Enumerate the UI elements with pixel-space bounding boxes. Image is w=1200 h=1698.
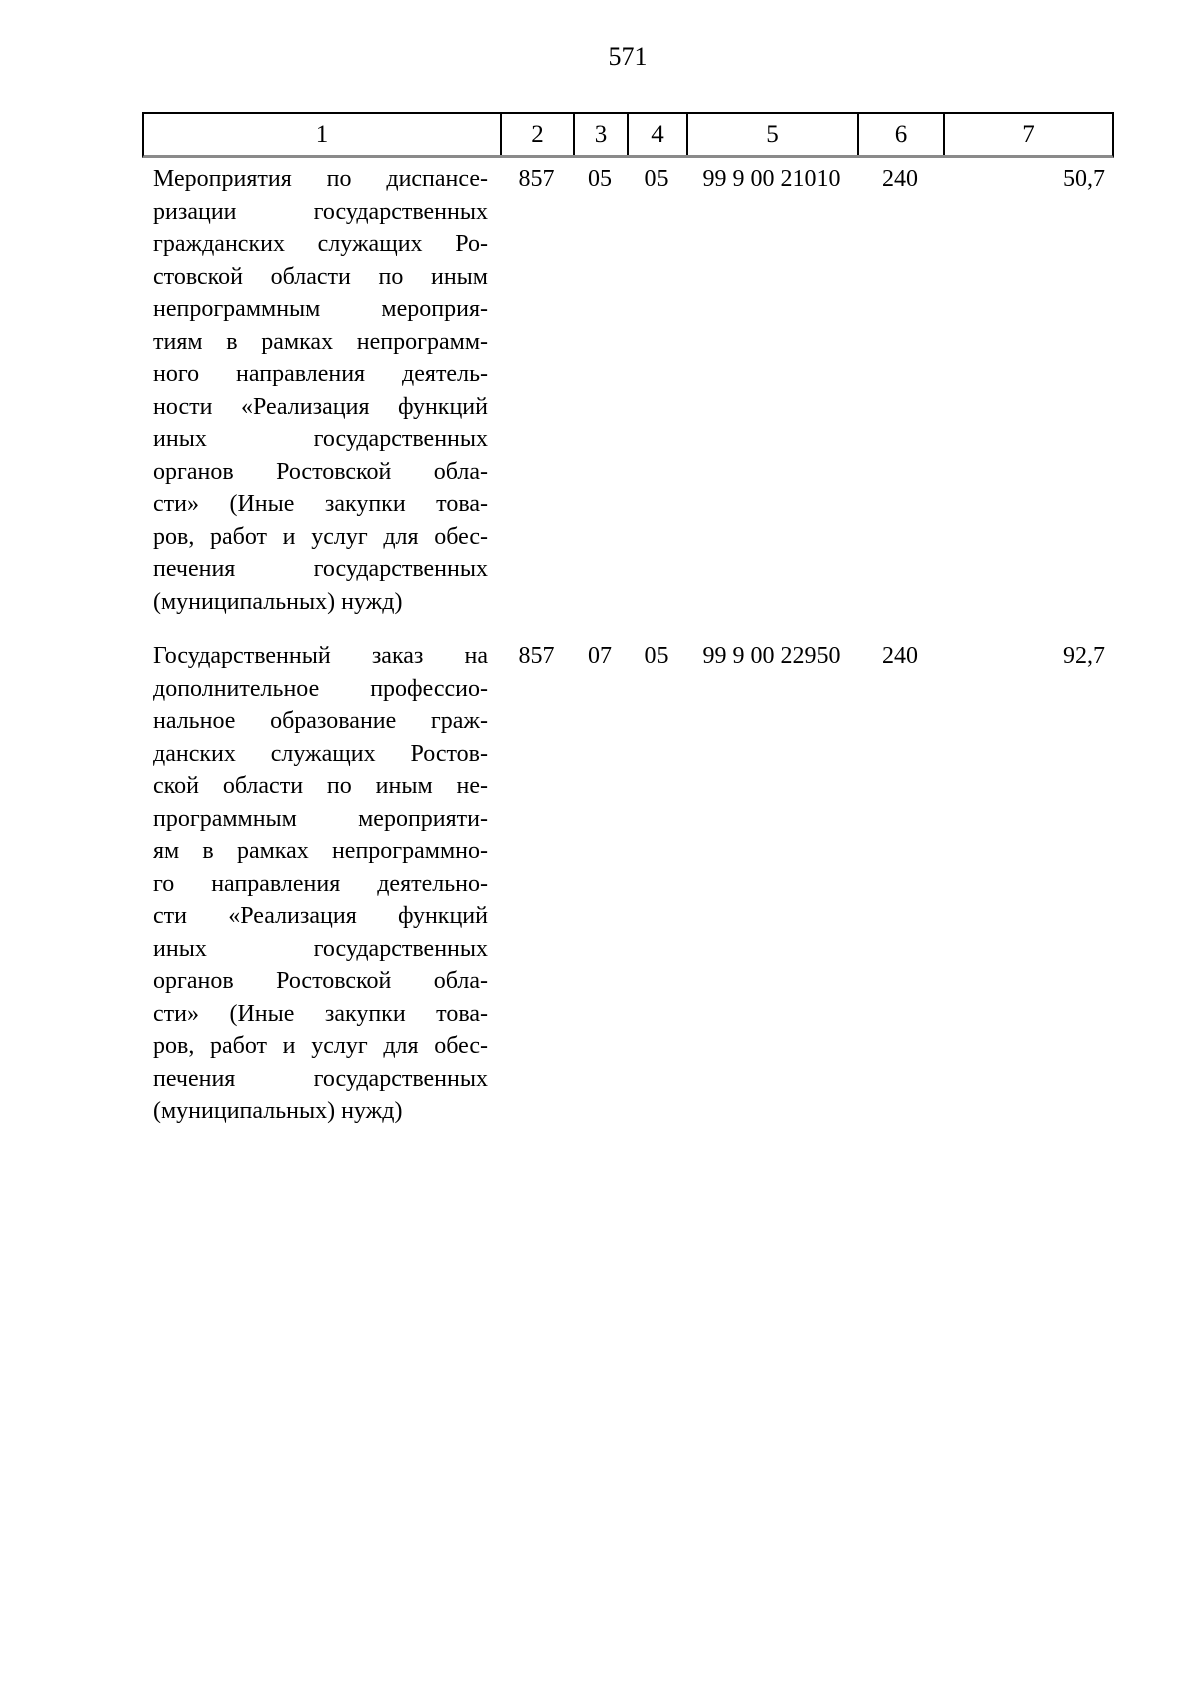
- cell-target-article-code: 99 9 00 21010: [702, 166, 841, 192]
- paragraph-line: ризации государственных: [153, 198, 488, 225]
- header-cell-1: 1: [144, 114, 502, 155]
- paragraph-line: непрограммным мероприя-: [153, 296, 488, 322]
- cell-target-article-code: 99 9 00 22950: [702, 643, 841, 669]
- cell-expense-type-code: 240: [882, 643, 918, 669]
- paragraph-line: сти» (Иные закупки това-: [153, 491, 488, 517]
- cell-grbs-code: 857: [518, 643, 555, 669]
- paragraph-line: гражданских служащих Ро-: [153, 231, 488, 257]
- table-row: [142, 640, 1114, 1128]
- paragraph-line: программным мероприяти-: [153, 805, 488, 832]
- paragraph-line: Мероприятия по диспансе-: [153, 166, 488, 192]
- paragraph-line: органов Ростовской обла-: [153, 968, 488, 994]
- paragraph-line: нальное образование граж-: [153, 708, 488, 734]
- header-cell-7: 7: [1022, 120, 1035, 148]
- paragraph-line: го направления деятельно-: [153, 870, 488, 897]
- cell-section-code: 05: [588, 166, 612, 192]
- table-row: [142, 158, 1114, 618]
- paragraph-line: сти» (Иные закупки това-: [153, 1000, 488, 1027]
- paragraph-line: (муниципальных) нужд): [153, 588, 403, 615]
- paragraph-line: иных государственных: [153, 935, 488, 962]
- paragraph-line: ров, работ и услуг для обес-: [153, 523, 488, 550]
- header-cell-4: 4: [629, 114, 688, 155]
- header-cell-6: 6: [859, 114, 945, 155]
- header-cell-2: 2: [502, 114, 575, 155]
- paragraph-line: ской области по иным не-: [153, 773, 488, 799]
- header-cell-3: 3: [575, 114, 629, 155]
- paragraph-line: (муниципальных) нужд): [153, 1098, 403, 1124]
- paragraph-line: ного направления деятель-: [153, 361, 488, 387]
- row-activity-text: [142, 163, 500, 618]
- cell-subsection-code: 05: [644, 166, 669, 192]
- cell-amount: 92,7: [1063, 643, 1105, 669]
- paragraph-line: иных государственных: [153, 426, 488, 452]
- cell-expense-type-code: 240: [882, 166, 918, 192]
- paragraph-line: сти «Реализация функций: [153, 903, 488, 929]
- paragraph-line: печения государственных: [153, 556, 488, 582]
- paragraph-line: стовской области по иным: [153, 263, 488, 290]
- cell-subsection-code: 05: [644, 643, 669, 669]
- cell-amount: 50,7: [1063, 166, 1105, 192]
- paragraph-line: данских служащих Ростов-: [153, 740, 488, 767]
- table-header-row: [142, 112, 1114, 158]
- header-cell-5: 5: [688, 114, 859, 155]
- paragraph-line: ям в рамках непрограммно-: [153, 838, 488, 864]
- paragraph-line: ности «Реализация функций: [153, 393, 488, 420]
- paragraph-line: тиям в рамках непрограмм-: [153, 328, 488, 355]
- row-activity-text: [142, 640, 500, 1128]
- paragraph-line: органов Ростовской обла-: [153, 458, 488, 485]
- table-body: [142, 158, 1114, 1128]
- cell-section-code: 07: [588, 643, 612, 669]
- paragraph-line: дополнительное профессио-: [153, 675, 488, 702]
- page-number: 571: [608, 42, 648, 71]
- paragraph-line: печения государственных: [153, 1065, 488, 1092]
- paragraph-line: Государственный заказ на: [153, 643, 488, 669]
- cell-grbs-code: 857: [518, 166, 555, 192]
- paragraph-line: ров, работ и услуг для обес-: [153, 1033, 488, 1059]
